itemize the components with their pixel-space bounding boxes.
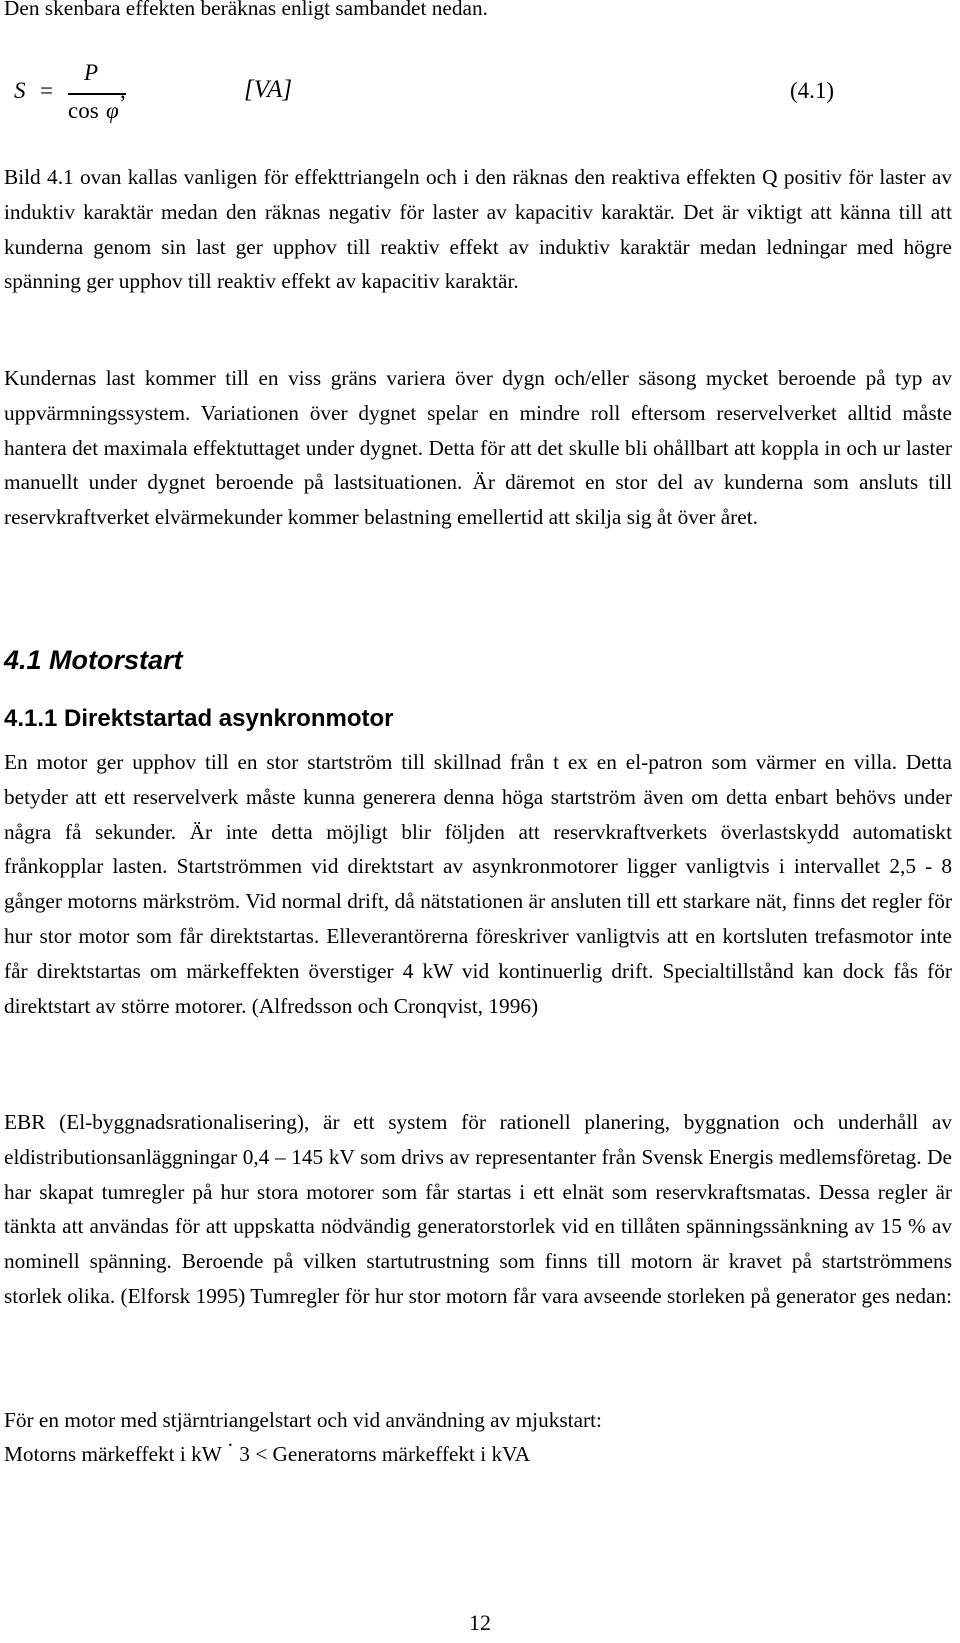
formula-number: (4.1): [790, 78, 835, 103]
formula-numerator: P: [84, 60, 99, 85]
rule-left: Motorns märkeffekt i kW: [4, 1442, 222, 1466]
rule-intro: För en motor med stjärntriangelstart och vid användning av mjukstart:: [4, 1408, 602, 1432]
intro-text: Den skenbara effekten beräknas enligt sambandet nedan.: [4, 0, 488, 20]
subsection-heading: 4.1.1 Direktstartad asynkronmotor: [4, 705, 394, 732]
formula-4-1: [0, 60, 960, 132]
formula-denominator-fn: cos: [68, 98, 99, 123]
rule-formula: [4, 1433, 952, 1472]
formula-equals: =: [40, 78, 53, 103]
paragraph-customer-load: Kundernas last kommer till en viss gräns variera över dygn och/eller säsong mycket beroende på typ av uppvärmningssystem. Variationen över dygnet spelar en mindre roll eftersom reservelverket alltid måste hantera det maximala effektuttaget under dygnet. Detta för att det skulle bli ohållbart att koppla in och ur laster manuellt under dygnet beroende på lastsituationen. Är däremot en stor del av kunderna som ansluts till reservkraftverket elvärmekunder kommer belastning emellertid att skilja sig åt över året.: [4, 366, 952, 530]
formula-comma: ,: [120, 78, 126, 103]
paragraph-motor-start: En motor ger upphov till en stor startström till skillnad från t ex en el-patron som värmer en villa. Detta betyder att ett reservelverk måste kunna generera denna höga startström även om detta enbart behövs under några få sekunder. Är inte detta möjligt blir följden att reservkraftverkets överlastskydd automatiskt frånkopplar lasten. Startströmmen vid direktstart av asynkronmotorer ligger vanligtvis i intervallet 2,5 - 8 gånger motorns märkström. Vid normal drift, då nätstationen är ansluten till ett starkare nät, finns det regler för hur stor motor som får direktstartas. Elleverantörerna föreskriver vanligtvis att en kortsluten trefasmotor inte får direktstartas om märkeffekten överstiger 4 kW vid kontinuerlig drift. Specialtillstånd kan dock fås för direktstart av större motorer. (Alfredsson och Cronqvist, 1996): [4, 750, 952, 1018]
fraction-bar: [68, 93, 126, 95]
paragraph-effect-triangle: Bild 4.1 ovan kallas vanligen för effekttriangeln och i den räknas den reaktiva effekten Q positiv för laster av induktiv karaktär medan den räknas negativ för laster av kapacitiv karaktär. Det är viktigt att känna till att kunderna genom sin last ger upphov till reaktiv effekt av induktiv karaktär medan ledningar med högre spänning ger upphov till reaktiv effekt av kapacitiv karaktär.: [4, 165, 952, 294]
formula-unit: [VA]: [244, 76, 293, 103]
formula-denominator-var: φ: [106, 98, 119, 123]
rule-dot: ·: [226, 1433, 234, 1457]
paragraph-ebr: EBR (El-byggnadsrationalisering), är ett system för rationell planering, byggnation och underhåll av eldistributionsanläggningar 0,4 – 145 kV som drivs av representanter från Svensk Energis medlemsföretag. De har skapat tumregler på hur stora motorer som får startas i ett elnät som reservkraftsmatas. Dessa regler är tänkta att användas för att uppskatta nödvändig generatorstorlek vid en tillåten spänningssänkning av 15 % av nominell spänning. Beroende på vilken startutrustning som finns till motorn är kravet på startströmmens storlek olika. (Elforsk 1995) Tumregler för hur stor motorn får vara avseende storleken på generator ges nedan:: [4, 1110, 953, 1308]
formula-lhs: S: [14, 78, 26, 103]
page-number: 12: [469, 1610, 491, 1635]
section-heading: 4.1 Motorstart: [4, 645, 183, 675]
rule-right: 3 < Generatorns märkeffekt i kVA: [239, 1442, 531, 1466]
